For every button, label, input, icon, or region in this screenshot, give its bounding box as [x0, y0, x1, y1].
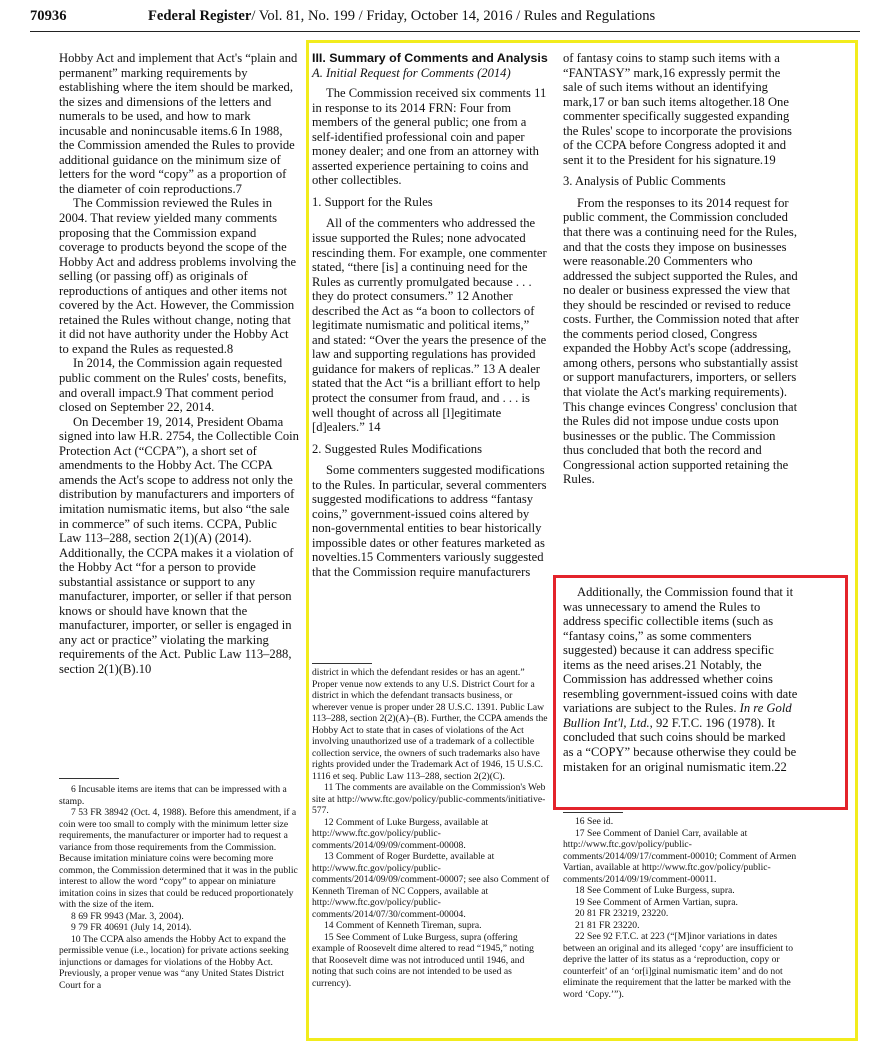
footnote: 14 Comment of Kenneth Tireman, supra. [324, 920, 482, 931]
footnote: 21 81 FR 23220. [575, 919, 640, 931]
yellow-highlight-box [306, 40, 858, 1041]
column-1 [59, 51, 299, 677]
col3-paragraph: From the responses to its 2014 request for public comment, the Commission concluded that there was a continuing need for the Rules, and that the costs they impose on businesses were reasonable.20 Commenters who addressed the subject supported the Rules, and no dealer or business expressed the view that they should be rescinded or revised to reduce costs. Further, the Commission noted that after the comments period closed, Congress expanded the Hobby Act's scope (addressing, among others, persons who substantially assist or support manufacturers, importers, or sellers that violate the Act's marking requirements). This change evinces Congress' conclusion that the Rules did not impose undue costs upon businesses or the public. The Commission thus concluded that both the record and Congressional action supported retaining the Rules. [563, 195, 799, 487]
footnote: 16 See id. [575, 816, 614, 827]
header-rule [30, 31, 860, 32]
col2-paragraph: The Commission received six comments 11 in response to its 2014 FRN: Four from members of the general public; one from a self-identified professional coin and paper money dealer; and one from an attorney with asserted experience pertaining to coins and other collectibles. [312, 86, 547, 188]
issue-citation: / Vol. 81, No. 199 / Friday, October 14, 2016 / Rules and Regulations [251, 8, 656, 24]
col3-paragraph-text: Additionally, the Commission found that it was unnecessary to amend the Rules to address specific collectible items (such as “fantasy coins,” as some commenters suggested) because it can address specific items as the need arises.21 Notably, the Commission has addressed whether coins resembling government-issued coins with date variations are subject to the Rules. [563, 585, 798, 716]
footnote: 20 81 FR 23219, 23220. [575, 908, 669, 919]
footnote: 19 See Comment of Armen Vartian, supra. [575, 896, 738, 908]
footnote: 10 The CCPA also amends the Hobby Act to expand the permissible venue (i.e., location) for private actions seeking injunctions or damages for violations of the Hobby Act. Previously, a proper venue was “any United States District Court for a [59, 933, 289, 991]
subsection-heading-1: 1. Support for the Rules [312, 194, 433, 209]
footnote: 22 See 92 F.T.C. at 223 (“[M]inor variations in dates between an original and its alleged ‘copy’ are insufficient to deprive the latter of its status as a ‘reproduction, copy or counterfeit’ of an ‘or[i]ginal numismatic item’ and do not eliminate the requirement that the latter be marked with the word ‘Copy.’”). [563, 931, 794, 1000]
footnote-rule [59, 778, 119, 779]
col3-paragraph-text: , 92 F.T.C. 196 (1978). It concluded that such coins should be marked as a “COPY” because otherwise they could be mistaken for an original numismatic item.22 [563, 715, 797, 774]
footnote: district in which the defendant resides or has an agent.” Proper venue now extends to any U.S. District Court for a district in which the defendant transacts business, or wherever venue is proper under 28 U.S.C. 1391. Public Law 113–288, section 2(2)(A)–(B). Further, the CCPA amends the Hobby Act to state that in cases of violations of the Act involving unauthorized use of a trademark of a collectible collection service, the owners of such trademarks also have rights provided under the Trademark Act of 1946, 15 U.S.C. 1116 et seq. Public Law 113–288, section 2(2)(C). [312, 667, 548, 782]
footnote: 15 See Comment of Luke Burgess, supra (offering example of Roosevelt dime altered to read “1945,” noting that Roosevelt dime was not introduced until 1946, and noting that such coins are not intended to be used as currency). [312, 931, 534, 989]
col2-paragraph: All of the commenters who addressed the issue supported the Rules; none advocated rescinding them. For example, one commenter stated, “there [is] a continuing need for the Rules as currently promulgated because . . . they do protect consumers.” 12 Another described the Act as “a boon to collectors of legitimate numismatic and political items,” and stated: “Over the years the presence of the law and supporting regulations has provided guidance for makers of replicas.” 13 A dealer stated that the Act “is a brilliant effort to help protect the consumer from fraud, and . . . is well thought of across all [l]egitimate [d]ealers.” 14 [312, 216, 547, 435]
page-header [30, 8, 860, 32]
col1-paragraph: In 2014, the Commission again requested public comment on the Rules' costs, benefits, and overall impact.9 That comment period closed on September 22, 2014. [59, 356, 287, 415]
col1-paragraph: Hobby Act and implement that Act's “plain and permanent” marking requirements by establishing where the item should be marked, the sizes and dimensions of the letters and numerals to be used, and how to mark incusable and nonincusable items.6 In 1988, the Commission amended the Rules to provide additional guidance on the minimum size of letters for the word “copy” as a proportion of the diameter of coin reproductions.7 [59, 51, 298, 196]
footnote: 8 69 FR 9943 (Mar. 3, 2004). [71, 910, 184, 922]
col3-paragraph: of fantasy coins to stamp such items with a “FANTASY” mark,16 expressly permit the sale of such items without an identifying mark,17 or ban such items altogether.18 One commenter specifically suggested expanding the Rules' scope to incorporate the provisions of the CCPA before Congress adopted it and sent it to the President for his signature.19 [563, 51, 792, 167]
footnotes-col1 [59, 784, 301, 991]
col1-paragraph: The Commission reviewed the Rules in 2004. That review yielded many comments proposing that the Commission expand coverage to products beyond the scope of the Hobby Act and address problems involving the selling (or passing off) as originals of reproductions of antiques and other items not covered by the Act. However, the Commission retained the Rules without change, noting that it did not have authority under the Hobby Act to expand the Rules as requested.8 [59, 196, 297, 356]
publication-name: Federal Register [148, 8, 252, 24]
footnote: 13 Comment of Roger Burdette, available at http://www.ftc.gov/policy/public-comments/2014/09/09/comment-00007; see also Comment of Kenneth Tireman of NC Coppers, available at http://www.ftc.gov/policy/public-comments/2014/07/30/comment-00004. [312, 851, 550, 920]
col2-paragraph: Some commenters suggested modifications to the Rules. In particular, several commenters suggested modifications to address “fantasy coins,” government-issued coins altered by non-governmental entities to bear historically impossible dates or other features marketed as novelties.15 Commenters variously suggested that the Commission require manufacturers [312, 463, 547, 579]
footnote: 12 Comment of Luke Burgess, available at http://www.ftc.gov/policy/public-comments/2014/09/09/comment-00008. [312, 816, 489, 851]
footnote: 11 The comments are available on the Commission's Web site at http://www.ftc.gov/policy/public-comments/initiative-577. [312, 782, 546, 816]
page-number: 70936 [30, 8, 67, 24]
red-highlight-box [553, 575, 848, 810]
col1-paragraph: On December 19, 2014, President Obama signed into law H.R. 2754, the Collectible Coin Protection Act (“CCPA”), a short set of amendments to the Hobby Act. The CCPA amends the Act's scope to address not only the distribution by manufacturers and importers of imitation numismatic items, but also “the sale in commerce” of such items. CCPA, Public Law 113–288, section 2(1)(A) (2014). Additionally, the CCPA makes it a violation of the Hobby Act “for a person to provide substantial assistance or support to any manufacturer, importer, or seller if that person knows or should have known that the manufacturer, importer, or seller is engaged in any act or practice” violating the marking requirements of the Act. Public Law 113–288, section 2(1)(B).10 [59, 414, 299, 676]
subsection-heading-a: A. Initial Request for Comments (2014) [312, 65, 511, 80]
publication-line [148, 8, 655, 25]
footnote: 6 Incusable items are items that can be impressed with a stamp. [59, 784, 287, 807]
section-heading: III. Summary of Comments and Analysis [312, 51, 548, 65]
footnote: 9 79 FR 40691 (July 14, 2014). [71, 922, 192, 933]
subsection-heading-3: 3. Analysis of Public Comments [563, 174, 726, 189]
subsection-heading-2: 2. Suggested Rules Modifications [312, 441, 483, 456]
footnote: 17 See Comment of Daniel Carr, available at http://www.ftc.gov/policy/public-comments/2014/09/17/comment-00010; Comment of Armen Vartian, available at http://www.ftc.gov/policy/public-comments/2014/09/19/comment-00011. [563, 827, 797, 885]
footnote: 18 See Comment of Luke Burgess, supra. [575, 885, 735, 896]
footnote: 7 53 FR 38942 (Oct. 4, 1988). Before this amendment, if a coin were too small to comply with the minimum letter size requirements, the manufacturer or importer had to request a variance from those requirements from the Commission. Because imitation miniature coins were becoming more common, the Commission determined that it was in the public interest to allow the word “copy” to appear on miniature imitation coins in sizes that could be reduced proportionately with the size of the item. [59, 807, 298, 910]
case-citation: In re Gold Bullion Int'l, Ltd. [563, 701, 792, 730]
